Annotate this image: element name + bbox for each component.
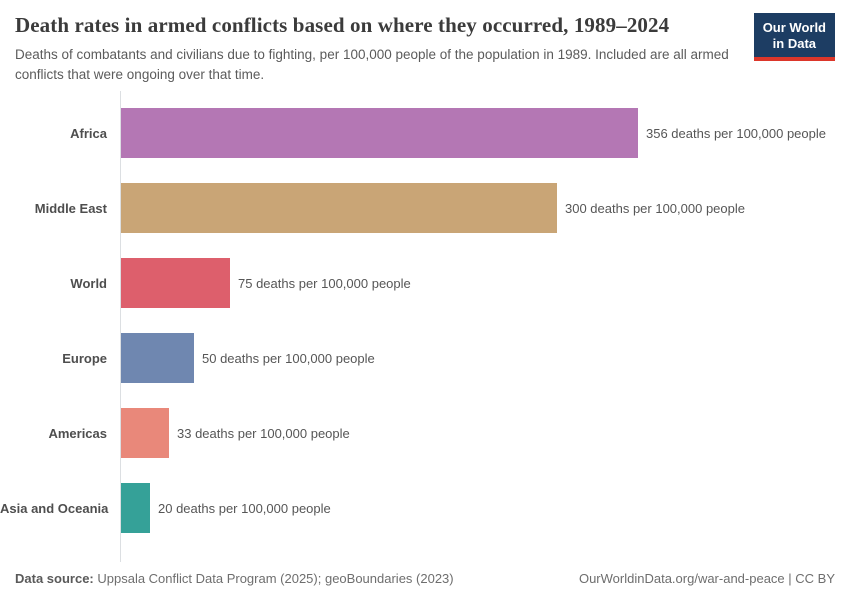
bar-africa[interactable] [121,108,638,158]
category-label: Americas [48,425,107,441]
bar-world[interactable] [121,258,230,308]
value-label: 20 deaths per 100,000 people [158,500,331,516]
chart-row [0,321,850,396]
footer [0,571,850,586]
bar-americas[interactable] [121,408,169,458]
category-label: Middle East [34,200,107,216]
category-label: Asia and Oceania [0,500,109,516]
chart-row [0,171,850,246]
bar-europe[interactable] [121,333,194,383]
data-source-label: Data source: [15,571,94,586]
value-label: 75 deaths per 100,000 people [238,275,411,291]
data-source-text: Uppsala Conflict Data Program (2025); geoBoundaries (2023) [93,571,454,586]
data-source [15,571,454,586]
chart-row [0,471,850,546]
chart-subtitle: Deaths of combatants and civilians due to fighting, per 100,000 people of the population in 1989. Included are all armed conflicts that were ongoing over that time. [15,47,729,82]
bar-area [121,96,826,171]
bar-area [121,471,331,546]
bar-area [121,321,375,396]
page-title: Death rates in armed conflicts based on where they occurred, 1989–2024 [15,13,670,37]
bar-area [121,246,411,321]
chart-row [0,96,850,171]
value-label: 33 deaths per 100,000 people [177,425,350,441]
category-label: World [70,275,107,291]
bar-chart [0,91,850,562]
header-text [15,13,742,85]
header [0,0,850,85]
value-label: 50 deaths per 100,000 people [202,350,375,366]
owid-logo-line2: in Data [772,35,817,51]
category-label: Europe [62,350,107,366]
category-label: Africa [70,125,107,141]
owid-logo-line1: Our World [762,20,826,35]
bar-asia-and-oceania[interactable] [121,483,150,533]
bar-middle-east[interactable] [121,183,557,233]
chart-row [0,396,850,471]
bar-area [121,396,350,471]
value-label: 356 deaths per 100,000 people [646,125,826,141]
chart-row [0,246,850,321]
owid-logo [754,13,835,61]
value-label: 300 deaths per 100,000 people [565,200,745,216]
bar-area [121,171,745,246]
footer-link[interactable]: OurWorldinData.org/war-and-peace | CC BY [578,571,835,586]
